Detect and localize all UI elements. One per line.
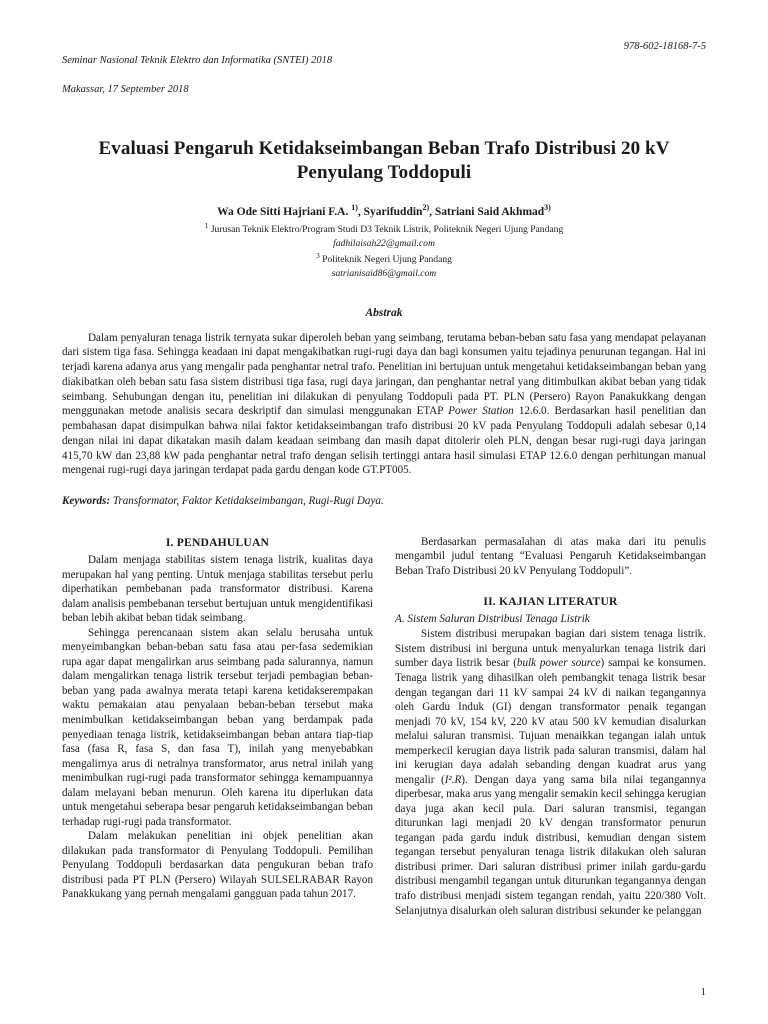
running-head bbox=[62, 40, 706, 111]
affiliation-marker-1: 1 bbox=[204, 220, 209, 230]
paper-title: Evaluasi Pengaruh Ketidakseimbangan Beban Trafo Distribusi 20 kV Penyulang Toddopuli bbox=[98, 137, 670, 183]
author-superscript-2: 2) bbox=[422, 203, 430, 213]
abstract-italic-power-station: Power Station bbox=[448, 405, 514, 418]
conference-date: Makassar, 17 September 2018 bbox=[62, 83, 189, 95]
affiliation-marker-3: 3 bbox=[316, 250, 320, 260]
conference-name: Seminar Nasional Teknik Elektro dan Informatika (SNTEI) 2018 bbox=[62, 55, 333, 67]
abstract-text-part2: 12.6.0. Berdasarkan hasil penelitian dan pembahasan dapat disimpulkan bahwa nilai faktor ketidakseimbangan trafo distribusi 20 kV pada Penyulang Toddopuli adalah sebesar 0,14 dengan nilai ini dapat dikatakan masih dalam keadaan seimbang dan masih dapat ditolerir oleh PLN, dengan besar rugi-rugi daya jaringan 415,70 kW dan 23,88 kW pada penghantar netral trafo dengan selisih tertinggi antara hasil simulasi ETAP 12.6.0 dengan perhitungan manual mengenai rugi-rugi daya jaringan terdapat pada gardu dengan kode GT.PT005. bbox=[62, 405, 707, 477]
left-column bbox=[62, 535, 373, 918]
kajian-text-part1: Sistem distribusi merupakan bagian dari sistem tenaga listrik. Sistem distribusi ini berguna untuk menyalurkan tenaga listrik dari sumber daya listrik besar ( bbox=[395, 628, 706, 670]
section-heading-kajian-literatur: II. KAJIAN LITERATUR bbox=[483, 594, 618, 608]
page-number: 1 bbox=[700, 986, 706, 998]
author-list bbox=[62, 203, 706, 220]
body-columns bbox=[62, 535, 706, 918]
section-heading-pendahuluan: I. PENDAHULUAN bbox=[165, 535, 270, 549]
author-superscript-1: 1) bbox=[351, 203, 358, 213]
right-intro-paragraph: Berdasarkan permasalahan di atas maka dari itu penulis mengambil judul tentang “Evaluasi Pengaruh Ketidakseimbangan Beban Trafo Distribusi 20 kV Penyulang Toddopuli”. bbox=[395, 535, 706, 578]
pendahuluan-paragraph-1: Dalam menjaga stabilitas sistem tenaga listrik, kualitas daya merupakan hal yang penting. Untuk menjaga stabilitas tersebut perlu diperhatikan pembebanan pada transformator distribusi. Karena dalam analisis pembebanan tersebut bertujuan untuk mengidentifikasi beban lebih akibat beban tidak seimbang. bbox=[62, 554, 373, 625]
subsection-heading-a: A. Sistem Saluran Distribusi Tenaga Listrik bbox=[395, 612, 590, 625]
affiliation-1: $^1$ Jurusan Teknik Elektro/Program Studi D3 Teknik Listrik, Politeknik Negeri Ujung Pandang bbox=[204, 220, 564, 235]
kajian-paragraph-1 bbox=[395, 627, 706, 918]
abstract-text bbox=[62, 331, 706, 479]
pendahuluan-paragraph-3: Dalam melakukan penelitian ini objek penelitian akan dilakukan pada transformator di Penyulang Toddopuli. Pemilihan Penyulang Toddopuli berdasarkan data pengukuran beban trafo distribusi pada PT PLN (Persero) Wilayah SULSELRABAR Rayon Panakkukang yang pernah mengalami gangguan pada tahun 2017. bbox=[62, 830, 373, 901]
author-email-3[interactable]: satrianisaid86@gmail.com bbox=[331, 267, 437, 279]
pendahuluan-paragraph-2: Sehingga perencanaan sistem akan selalu berusaha untuk menyeimbangkan beban-beban satu fasa atau per-fasa sedemikian rupa agar dapat mengalirkan arus seimbang pada salurannya, namun dalam mengalirkan tenaga listrik tersebut terjadi pembagian beban-beban yang pada awalnya merata tetapi karena ketidakserempakan waktu pemakaian atau penyalaan beban-beban tersebut maka menimbulkan ketidakseimbangan beban yang berdampak pada penyediaan tenaga listrik, ketidakseimbangan beban antara tiap-tiap fasa (fasa R, fasa S, dan fasa T), inilah yang menyebabkan mengalirnya arus di netralnya transformator, arus netral inilah yang menimbulkan rugi-rugi pada transformator sehingga kemampuannya dalam melayani beban menurun. Oleh karena itu diperlukan data untuk mengetahui seberapa besar pengaruh ketidakseimbangan beban terhadap rugi-rugi pada transformator. bbox=[62, 626, 373, 828]
author-names: Wa Ode Sitti Hajriani F.A. $^{1)}$, Syarifuddin$^{2)}$, Satriani Said Akhmad$^{3)}$ bbox=[217, 203, 551, 219]
keywords-label: Keywords: bbox=[62, 495, 111, 508]
affiliation-3: $^3$ Politeknik Negeri Ujung Pandang bbox=[316, 250, 452, 265]
abstract-heading: Abstrak bbox=[365, 306, 403, 319]
abstract-text-part1: Dalam penyaluran tenaga listrik ternyata sukar diperoleh beban yang seimbang, terutama beban-beban satu fasa yang mendapat pelayanan dari sistem tiga fasa. Sehingga keadaan ini dapat mengakibatkan rugi-rugi daya dan bagi konsumen yaitu tejadinya penurunan tegangan. Hal ini terjadi karena adanya arus yang mengalir pada penghantar netral trafo. Penelitian ini bertujuan untuk mengetahui ketidakseimbangan beban yang diakibatkan oleh beban satu fasa sistem distribusi tiga fasa, rugi daya jaringan, dan penghantar netral yang ditimbulkan akibat beban yang tidak seimbang. Sehubungan dengan itu, penelitian ini dilakukan di penyulang Toddopuli pada PT. PLN (Persero) Rayon Panakukkang dengan menggunakan metode analisis secara deskriptif dan simulasi menggunakan ETAP bbox=[62, 331, 706, 418]
author-superscript-3: 3) bbox=[544, 203, 551, 213]
kajian-text-part2: ) sampai ke konsumen. Tenaga listrik yang dihasilkan oleh pembangkit tenaga listrik besar dengan tegangan dari 11 kV sampai 24 kV di naikan tegangannya oleh Gardu Induk (GI) dengan transformator penaik tegangan menjadi 70 kV, 154 kV, 220 kV atau 500 kV kemudian disalurkan melalui saluran transmisi. Tujuan menaikkan tegangan ialah untuk memperkecil kerugian daya listrik pada saluran transmisi, dalam hal ini kerugian daya adalah sebanding dengan kuadrat arus yang mengalir ( bbox=[395, 657, 706, 786]
isbn-number: 978-602-18168-7-5 bbox=[623, 41, 706, 52]
keywords-values: Transformator, Faktor Ketidakseimbangan, Rugi-Rugi Daya. bbox=[112, 495, 384, 508]
kajian-italic-bulk-power-source: bulk power source bbox=[516, 657, 601, 670]
kajian-formula-i2r: I².R bbox=[444, 773, 462, 786]
running-head-left bbox=[62, 40, 332, 111]
author-email-1[interactable]: fadhilaisah22@gmail.com bbox=[333, 237, 435, 249]
right-column bbox=[395, 535, 706, 918]
keywords-line bbox=[62, 494, 706, 509]
kajian-text-part3: ). Dengan daya yang sama bila nilai tegangannya diperbesar, maka arus yang mengalir semakin kecil sehingga kerugian daya juga akan kecil pula. Dari saluran transmisi, tegangan diturunkan lagi menjadi 20 kV dengan transformator penurun tegangan pada gardu induk distribusi, kemudian dengan sistem tegangan tersebut penyaluran tenaga listrik dilakukan oleh saluran distribusi primer. Dari saluran distribusi primer inilah gardu-gardu distribusi mengambil tegangan untuk diturunkan tegangannya dengan trafo distribusi menjadi sistem tegangan rendah, yaitu 220/380 Volt. Selanjutnya disalurkan oleh saluran distribusi sekunder ke pelanggan bbox=[395, 773, 706, 917]
